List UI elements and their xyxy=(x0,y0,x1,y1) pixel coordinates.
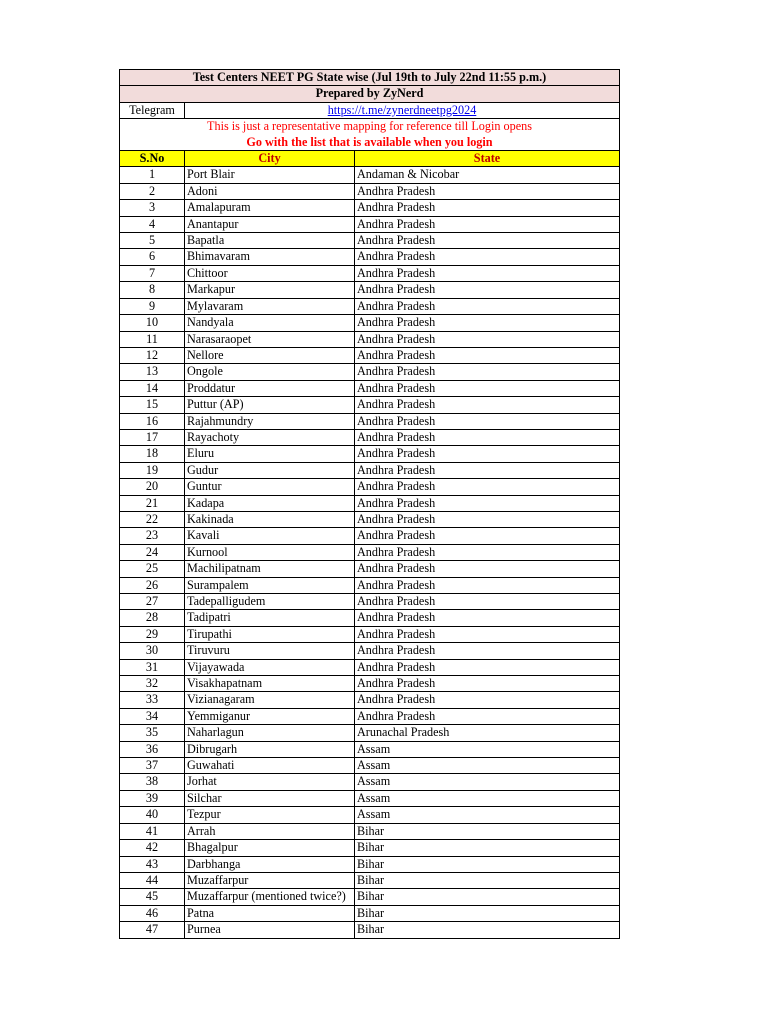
header-state: State xyxy=(355,151,620,167)
row-city: Tadepalligudem xyxy=(185,594,355,610)
table-row xyxy=(120,380,620,396)
table-row xyxy=(120,626,620,642)
row-sno: 7 xyxy=(120,265,185,281)
row-city: Anantapur xyxy=(185,216,355,232)
row-sno: 4 xyxy=(120,216,185,232)
row-city: Naharlagun xyxy=(185,725,355,741)
row-sno: 39 xyxy=(120,790,185,806)
row-city: Guntur xyxy=(185,479,355,495)
table-row xyxy=(120,167,620,183)
table-row xyxy=(120,265,620,281)
table-row xyxy=(120,758,620,774)
row-city: Patna xyxy=(185,905,355,921)
row-state: Bihar xyxy=(355,889,620,905)
table-row xyxy=(120,643,620,659)
row-state: Andhra Pradesh xyxy=(355,528,620,544)
row-state: Andhra Pradesh xyxy=(355,315,620,331)
table-row xyxy=(120,725,620,741)
table-row xyxy=(120,922,620,938)
row-city: Kurnool xyxy=(185,544,355,560)
row-sno: 46 xyxy=(120,905,185,921)
row-sno: 35 xyxy=(120,725,185,741)
table-row xyxy=(120,905,620,921)
row-city: Dibrugarh xyxy=(185,741,355,757)
row-sno: 21 xyxy=(120,495,185,511)
row-sno: 23 xyxy=(120,528,185,544)
row-city: Yemmiganur xyxy=(185,708,355,724)
row-sno: 14 xyxy=(120,380,185,396)
row-sno: 2 xyxy=(120,183,185,199)
row-sno: 30 xyxy=(120,643,185,659)
table-row xyxy=(120,807,620,823)
table-row xyxy=(120,331,620,347)
row-state: Andhra Pradesh xyxy=(355,544,620,560)
row-city: Gudur xyxy=(185,462,355,478)
row-sno: 8 xyxy=(120,282,185,298)
table-row xyxy=(120,216,620,232)
table-row xyxy=(120,364,620,380)
table-row xyxy=(120,200,620,216)
row-state: Andhra Pradesh xyxy=(355,446,620,462)
table-row xyxy=(120,561,620,577)
row-city: Nandyala xyxy=(185,315,355,331)
row-city: Bhimavaram xyxy=(185,249,355,265)
table-row xyxy=(120,708,620,724)
row-city: Rayachoty xyxy=(185,429,355,445)
row-city: Visakhapatnam xyxy=(185,676,355,692)
row-state: Andhra Pradesh xyxy=(355,643,620,659)
row-city: Purnea xyxy=(185,922,355,938)
row-state: Bihar xyxy=(355,840,620,856)
row-sno: 42 xyxy=(120,840,185,856)
table-row xyxy=(120,659,620,675)
row-state: Andhra Pradesh xyxy=(355,511,620,527)
row-sno: 45 xyxy=(120,889,185,905)
table-row xyxy=(120,790,620,806)
row-state: Andhra Pradesh xyxy=(355,479,620,495)
table-row xyxy=(120,774,620,790)
test-centers-sheet xyxy=(119,69,619,939)
table-row xyxy=(120,544,620,560)
row-sno: 18 xyxy=(120,446,185,462)
row-sno: 16 xyxy=(120,413,185,429)
table-row xyxy=(120,282,620,298)
row-city: Proddatur xyxy=(185,380,355,396)
row-sno: 17 xyxy=(120,429,185,445)
row-city: Kavali xyxy=(185,528,355,544)
row-city: Tadipatri xyxy=(185,610,355,626)
table-row xyxy=(120,872,620,888)
row-sno: 6 xyxy=(120,249,185,265)
table-row xyxy=(120,823,620,839)
row-city: Bapatla xyxy=(185,233,355,249)
row-sno: 43 xyxy=(120,856,185,872)
telegram-link[interactable]: https://t.me/zynerdneetpg2024 xyxy=(185,102,620,118)
row-sno: 26 xyxy=(120,577,185,593)
row-sno: 44 xyxy=(120,872,185,888)
row-sno: 12 xyxy=(120,347,185,363)
table-row xyxy=(120,249,620,265)
header-city: City xyxy=(185,151,355,167)
row-sno: 37 xyxy=(120,758,185,774)
row-sno: 10 xyxy=(120,315,185,331)
title-row-2 xyxy=(120,86,620,102)
row-state: Andaman & Nicobar xyxy=(355,167,620,183)
row-sno: 5 xyxy=(120,233,185,249)
row-state: Bihar xyxy=(355,872,620,888)
row-city: Vijayawada xyxy=(185,659,355,675)
row-city: Eluru xyxy=(185,446,355,462)
row-city: Jorhat xyxy=(185,774,355,790)
table-row xyxy=(120,856,620,872)
table-row xyxy=(120,692,620,708)
row-state: Andhra Pradesh xyxy=(355,594,620,610)
telegram-label: Telegram xyxy=(120,102,185,118)
row-city: Surampalem xyxy=(185,577,355,593)
row-sno: 3 xyxy=(120,200,185,216)
row-sno: 38 xyxy=(120,774,185,790)
row-state: Assam xyxy=(355,790,620,806)
row-sno: 27 xyxy=(120,594,185,610)
row-sno: 34 xyxy=(120,708,185,724)
table-row xyxy=(120,741,620,757)
sheet-subtitle: Prepared by ZyNerd xyxy=(120,86,620,102)
row-city: Port Blair xyxy=(185,167,355,183)
table-row xyxy=(120,889,620,905)
table-row xyxy=(120,528,620,544)
row-sno: 40 xyxy=(120,807,185,823)
login-note: Go with the list that is available when you login xyxy=(120,135,620,151)
row-city: Nellore xyxy=(185,347,355,363)
row-state: Andhra Pradesh xyxy=(355,577,620,593)
row-state: Bihar xyxy=(355,823,620,839)
table-row xyxy=(120,462,620,478)
table-row xyxy=(120,446,620,462)
table-row xyxy=(120,577,620,593)
row-city: Mylavaram xyxy=(185,298,355,314)
row-city: Bhagalpur xyxy=(185,840,355,856)
row-sno: 9 xyxy=(120,298,185,314)
row-state: Andhra Pradesh xyxy=(355,429,620,445)
row-city: Ongole xyxy=(185,364,355,380)
row-sno: 36 xyxy=(120,741,185,757)
row-state: Assam xyxy=(355,774,620,790)
table-row xyxy=(120,347,620,363)
row-city: Tezpur xyxy=(185,807,355,823)
row-sno: 31 xyxy=(120,659,185,675)
row-state: Andhra Pradesh xyxy=(355,282,620,298)
note-row-1 xyxy=(120,119,620,135)
table-row xyxy=(120,610,620,626)
row-state: Andhra Pradesh xyxy=(355,183,620,199)
row-sno: 25 xyxy=(120,561,185,577)
table-row xyxy=(120,413,620,429)
table-row xyxy=(120,183,620,199)
note-row-2 xyxy=(120,135,620,151)
row-state: Andhra Pradesh xyxy=(355,380,620,396)
row-city: Kakinada xyxy=(185,511,355,527)
row-state: Bihar xyxy=(355,922,620,938)
row-sno: 11 xyxy=(120,331,185,347)
row-state: Andhra Pradesh xyxy=(355,347,620,363)
table-row xyxy=(120,495,620,511)
row-state: Andhra Pradesh xyxy=(355,626,620,642)
row-sno: 29 xyxy=(120,626,185,642)
row-state: Andhra Pradesh xyxy=(355,610,620,626)
row-state: Assam xyxy=(355,758,620,774)
row-state: Andhra Pradesh xyxy=(355,397,620,413)
row-state: Andhra Pradesh xyxy=(355,708,620,724)
row-state: Andhra Pradesh xyxy=(355,495,620,511)
row-state: Andhra Pradesh xyxy=(355,216,620,232)
row-state: Andhra Pradesh xyxy=(355,331,620,347)
row-sno: 32 xyxy=(120,676,185,692)
row-city: Adoni xyxy=(185,183,355,199)
row-sno: 28 xyxy=(120,610,185,626)
row-city: Machilipatnam xyxy=(185,561,355,577)
row-city: Tirupathi xyxy=(185,626,355,642)
table-row xyxy=(120,511,620,527)
test-centers-table xyxy=(119,69,620,939)
row-city: Kadapa xyxy=(185,495,355,511)
row-sno: 15 xyxy=(120,397,185,413)
row-state: Bihar xyxy=(355,905,620,921)
row-state: Bihar xyxy=(355,856,620,872)
row-sno: 13 xyxy=(120,364,185,380)
row-state: Andhra Pradesh xyxy=(355,265,620,281)
row-city: Darbhanga xyxy=(185,856,355,872)
row-city: Chittoor xyxy=(185,265,355,281)
title-row-1 xyxy=(120,70,620,86)
row-sno: 24 xyxy=(120,544,185,560)
row-city: Rajahmundry xyxy=(185,413,355,429)
table-row xyxy=(120,233,620,249)
row-state: Andhra Pradesh xyxy=(355,659,620,675)
row-city: Vizianagaram xyxy=(185,692,355,708)
table-row xyxy=(120,594,620,610)
row-city: Silchar xyxy=(185,790,355,806)
row-sno: 20 xyxy=(120,479,185,495)
row-state: Assam xyxy=(355,807,620,823)
row-city: Muzaffarpur (mentioned twice?) xyxy=(185,889,355,905)
row-sno: 19 xyxy=(120,462,185,478)
row-sno: 1 xyxy=(120,167,185,183)
table-row xyxy=(120,315,620,331)
header-sno: S.No xyxy=(120,151,185,167)
table-row xyxy=(120,479,620,495)
row-state: Andhra Pradesh xyxy=(355,298,620,314)
row-state: Andhra Pradesh xyxy=(355,462,620,478)
row-state: Assam xyxy=(355,741,620,757)
telegram-row xyxy=(120,102,620,118)
row-state: Andhra Pradesh xyxy=(355,233,620,249)
row-state: Andhra Pradesh xyxy=(355,364,620,380)
row-state: Andhra Pradesh xyxy=(355,413,620,429)
row-city: Amalapuram xyxy=(185,200,355,216)
header-row xyxy=(120,151,620,167)
table-row xyxy=(120,840,620,856)
table-row xyxy=(120,397,620,413)
row-sno: 22 xyxy=(120,511,185,527)
row-city: Puttur (AP) xyxy=(185,397,355,413)
table-row xyxy=(120,429,620,445)
row-state: Andhra Pradesh xyxy=(355,692,620,708)
row-sno: 47 xyxy=(120,922,185,938)
table-row xyxy=(120,676,620,692)
row-sno: 41 xyxy=(120,823,185,839)
sheet-title: Test Centers NEET PG State wise (Jul 19th to July 22nd 11:55 p.m.) xyxy=(120,70,620,86)
row-city: Narasaraopet xyxy=(185,331,355,347)
row-state: Andhra Pradesh xyxy=(355,561,620,577)
row-state: Andhra Pradesh xyxy=(355,676,620,692)
row-city: Arrah xyxy=(185,823,355,839)
row-state: Andhra Pradesh xyxy=(355,249,620,265)
row-state: Arunachal Pradesh xyxy=(355,725,620,741)
row-city: Muzaffarpur xyxy=(185,872,355,888)
table-row xyxy=(120,298,620,314)
row-city: Markapur xyxy=(185,282,355,298)
row-city: Guwahati xyxy=(185,758,355,774)
reference-note: This is just a representative mapping for reference till Login opens xyxy=(120,119,620,135)
row-city: Tiruvuru xyxy=(185,643,355,659)
row-sno: 33 xyxy=(120,692,185,708)
row-state: Andhra Pradesh xyxy=(355,200,620,216)
